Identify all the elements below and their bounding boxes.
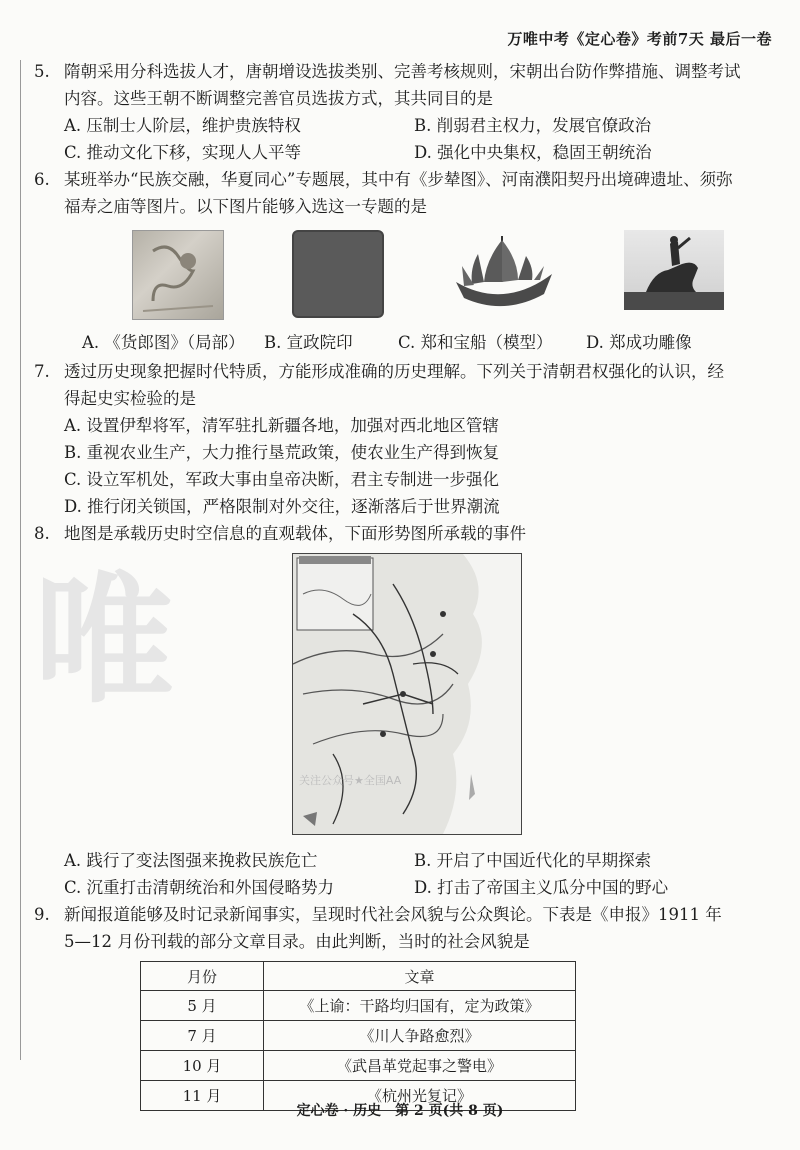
- map-watermark-text: 关注公众号★全国AA: [299, 774, 402, 787]
- question-stem-line: 5—12 月份刊载的部分文章目录。由此判断，当时的社会风貌是: [64, 932, 530, 951]
- option-b[interactable]: B. 重视农业生产，大力推行垦荒政策，使农业生产得到恢复: [64, 443, 500, 462]
- question-5: [34, 58, 764, 166]
- option-c[interactable]: C. 推动文化下移，实现人人平等: [64, 143, 302, 162]
- option-c[interactable]: C. 沉重打击清朝统治和外国侵略势力: [64, 878, 335, 897]
- watermark: 唯: [34, 560, 155, 723]
- image-row: [34, 220, 764, 328]
- situation-map: [292, 553, 522, 835]
- option-c[interactable]: C. 郑和宝船（模型）: [398, 333, 553, 352]
- option-row: [34, 112, 764, 139]
- option-a[interactable]: A. 压制士人阶层，维护贵族特权: [64, 116, 301, 135]
- table-cell-article: 《上谕：干路均归国有，定为政策》: [264, 991, 576, 1021]
- margin-rule: [20, 60, 21, 1060]
- image-caption-row: [34, 328, 764, 358]
- question-stem-line: 得起史实检验的是: [64, 389, 196, 408]
- question-8: [34, 520, 764, 901]
- option-d[interactable]: D. 郑成功雕像: [586, 333, 692, 352]
- table-row: [141, 1021, 576, 1051]
- option-b[interactable]: B. 削弱君主权力，发展官僚政治: [414, 116, 652, 135]
- question-number: 5.: [34, 62, 50, 81]
- table-header-row: [141, 962, 576, 991]
- option-row: [34, 874, 764, 901]
- question-stem-line: 透过历史现象把握时代特质，方能形成准确的历史理解。下列关于清朝君权强化的认识，经: [64, 362, 724, 381]
- article-table: [140, 961, 576, 1111]
- question-stem-line: 新闻报道能够及时记录新闻事实，呈现时代社会风貌与公众舆论。下表是《申报》1911 年: [64, 905, 722, 924]
- table-cell-month: 10 月: [141, 1051, 264, 1081]
- question-9: [34, 901, 764, 1111]
- option-row: [34, 847, 764, 874]
- option-a[interactable]: A. 《货郎图》（局部）: [82, 333, 245, 352]
- table-header-article: 文章: [264, 962, 576, 991]
- table-cell-month: 11 月: [141, 1081, 264, 1111]
- option-b[interactable]: B. 宣政院印: [264, 333, 353, 352]
- statue-image: [624, 230, 724, 310]
- table-cell-month: 7 月: [141, 1021, 264, 1051]
- option-d[interactable]: D. 打击了帝国主义瓜分中国的野心: [414, 878, 669, 897]
- question-number: 8.: [34, 524, 50, 543]
- table-row: [141, 1051, 576, 1081]
- question-number: 7.: [34, 362, 50, 381]
- page-footer: 定心卷 · 历史 第 2 页(共 8 页): [296, 1103, 504, 1119]
- option-a[interactable]: A. 设置伊犁将军，清军驻扎新疆各地，加强对西北地区管辖: [64, 416, 499, 435]
- option-d[interactable]: D. 强化中央集权，稳固王朝统治: [414, 143, 652, 162]
- question-stem-line: 内容。这些王朝不断调整完善官员选拔方式，其共同目的是: [64, 89, 493, 108]
- question-page: [34, 58, 764, 1111]
- question-number: 6.: [34, 170, 50, 189]
- map-area: [34, 547, 764, 847]
- ship-model-image: [452, 230, 556, 318]
- table-cell-article: 《武昌革党起事之警电》: [264, 1051, 576, 1081]
- option-c[interactable]: C. 设立军机处，军政大事由皇帝决断，君主专制进一步强化: [64, 470, 500, 489]
- article-table-wrap: [34, 961, 764, 1111]
- table-cell-month: 5 月: [141, 991, 264, 1021]
- table-cell-article: 《杭州光复记》: [264, 1081, 576, 1111]
- question-number: 9.: [34, 905, 50, 924]
- question-stem-line: 福寿之庙等图片。以下图片能够入选这一专题的是: [64, 197, 427, 216]
- table-row: [141, 991, 576, 1021]
- question-stem-line: 隋朝采用分科选拔人才，唐朝增设选拔类别、完善考核规则，宋朝出台防作弊措施、调整考试: [64, 62, 741, 81]
- option-a[interactable]: A. 践行了变法图强来挽救民族危亡: [64, 851, 318, 870]
- option-row: [34, 139, 764, 166]
- option-d[interactable]: D. 推行闭关锁国，严格限制对外交往，逐渐落后于世界潮流: [64, 497, 500, 516]
- question-6: [34, 166, 764, 358]
- table-cell-article: 《川人争路愈烈》: [264, 1021, 576, 1051]
- page-header: 万唯中考《定心卷》考前7天 最后一卷: [507, 30, 772, 48]
- option-b[interactable]: B. 开启了中国近代化的早期探索: [414, 851, 652, 870]
- seal-image: [292, 230, 384, 318]
- question-stem-line: 地图是承载历史时空信息的直观载体，下面形势图所承载的事件: [64, 524, 526, 543]
- painting-fragment-image: [132, 230, 224, 320]
- table-header-month: 月份: [141, 962, 264, 991]
- question-7: [34, 358, 764, 520]
- question-stem-line: 某班举办“民族交融，华夏同心”专题展，其中有《步辇图》、河南濮阳契丹出境碑遗址、须弥: [64, 170, 733, 189]
